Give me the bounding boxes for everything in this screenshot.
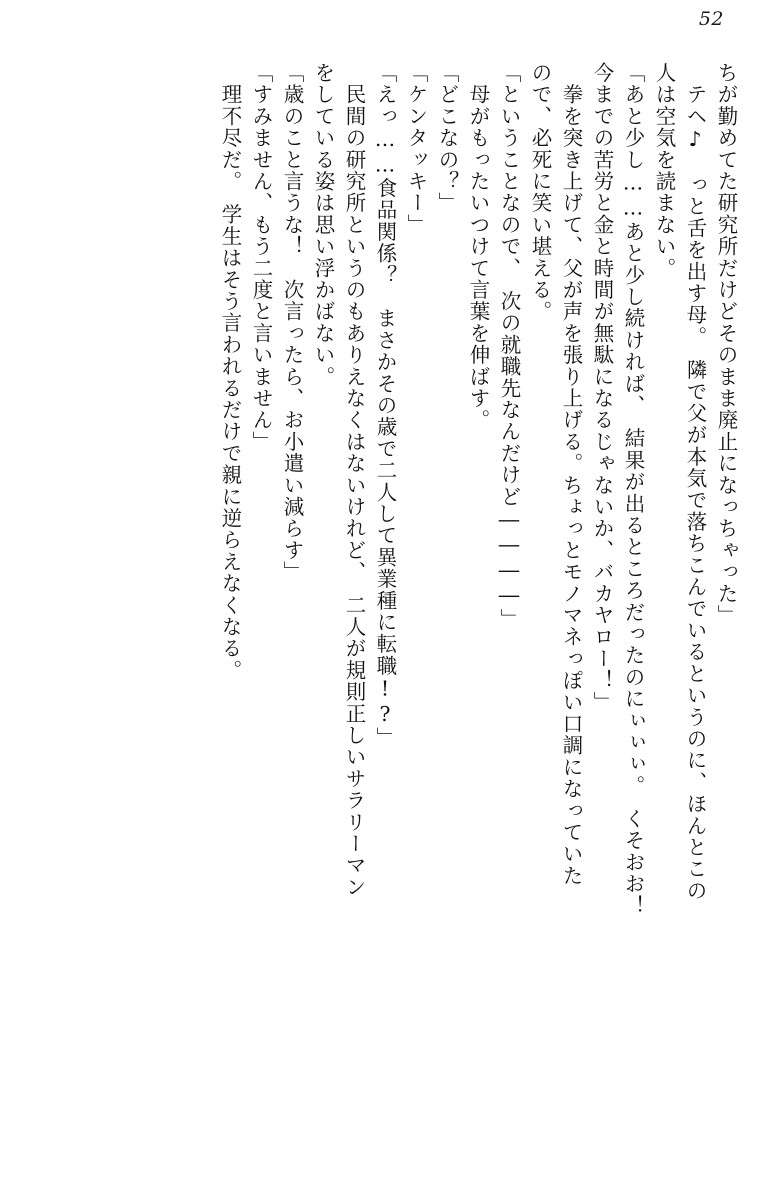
text-column: ちが勤めてた研究所だけどそのまま廃止になっちゃった」: [714, 62, 738, 627]
text-column: 「ケンタッキー」: [404, 62, 428, 236]
page-number: 52: [698, 8, 724, 30]
text-column: をしている姿は思い浮かばない。: [311, 62, 335, 388]
text-column: 拳を突き上げて、父が声を張り上げる。ちょっとモノマネっぽい口調になっていた: [559, 62, 583, 887]
text-column: 「あと少し……あと少し続ければ、 結果が出るところだったのにぃぃぃ。 くそおお！: [621, 62, 645, 917]
vertical-text-body: [40, 62, 736, 1166]
text-column: 「すみません、もう二度と言いません」: [249, 62, 273, 453]
text-column: 民間の研究所というのもありえなくはないけれど、 二人が規則正しいサラリーマン: [342, 62, 366, 899]
text-column: 「ということなので、 次の就職先なんだけど――――」: [497, 62, 521, 630]
text-column: 母がもったいつけて言葉を伸ばす。: [466, 62, 490, 431]
text-column: 理不尽だ。 学生はそう言われるだけで親に逆らえなくなる。: [218, 62, 242, 682]
text-column: 今までの苦労と金と時間が無駄になるじゃないか、バカヤロー！」: [590, 62, 614, 713]
text-column: 人は空気を読まない。: [652, 62, 676, 279]
text-column: テヘ♪ っと舌を出す母。 隣で父が本気で落ちこんでいるというのに、ほんとこの: [683, 62, 707, 902]
text-column: 「歳のこと言うな！ 次言ったら、お小遣い減らす」: [280, 62, 304, 583]
text-column: 「どこなの？」: [435, 62, 459, 214]
text-column: 「えっ……食品関係？ まさかその歳で二人して異業種に転職!?」: [373, 62, 397, 749]
text-column: ので、必死に笑い堪える。: [528, 62, 552, 323]
